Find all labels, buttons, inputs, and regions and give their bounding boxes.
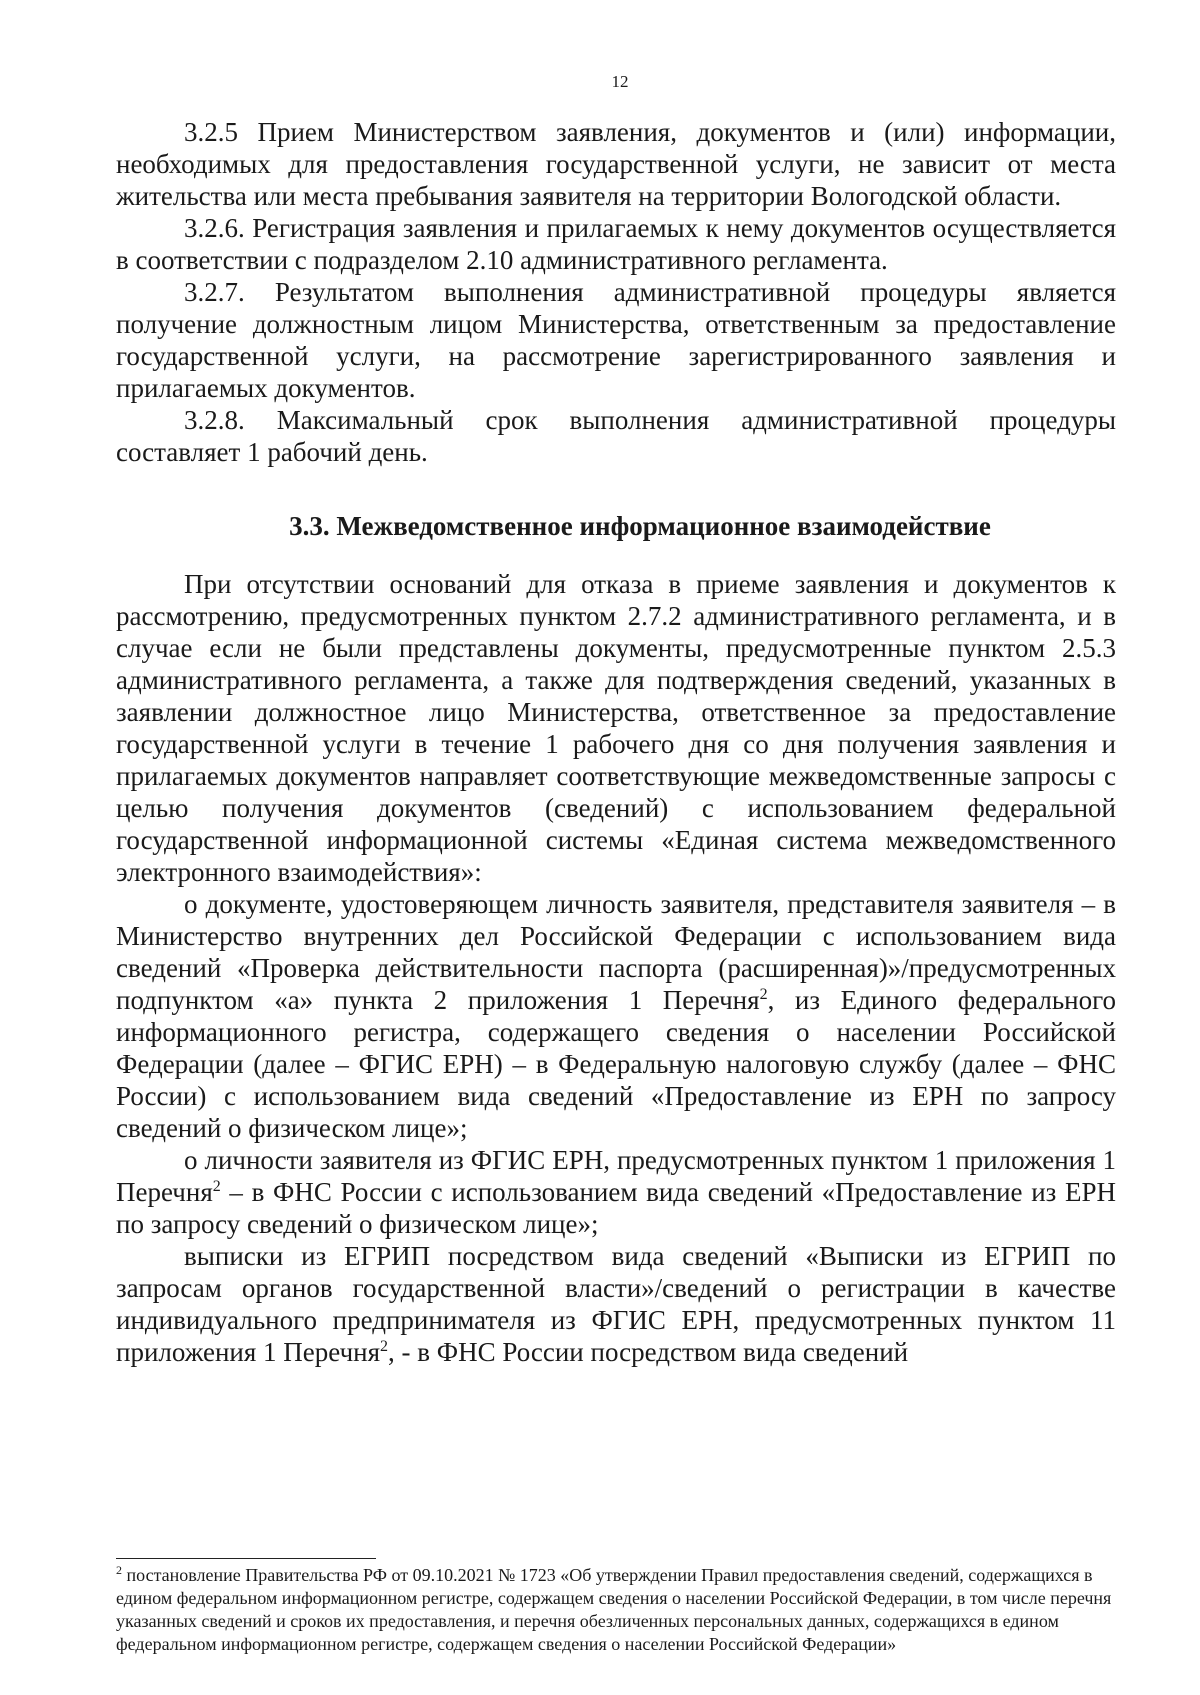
- paragraph-identity-document: [116, 888, 1116, 1144]
- document-body: [116, 116, 1116, 1368]
- paragraph-egrip-extract: [116, 1240, 1116, 1368]
- paragraph-text: – в ФНС России с использованием вида сведений «Предоставление из ЕРН по запросу сведений о физическом лице»;: [116, 1177, 1116, 1239]
- paragraph-text: о личности заявителя из ФГИС ЕРН, предусмотренных пунктом 1 приложения 1 Перечня: [116, 1145, 1116, 1207]
- paragraph-text: , из Единого федерального информационного регистра, содержащего сведения о населении Российской Федерации (далее – ФГИС ЕРН) – в Федеральную налоговую службу (далее – ФНС России) с использованием вида сведений «Предоставление из ЕРН по запросу сведений о физическом лице»;: [116, 985, 1116, 1143]
- section-heading-3-3: 3.3. Межведомственное информационное взаимодействие: [289, 511, 991, 541]
- footnote-reference: 2: [380, 1338, 389, 1355]
- footnote-text: постановление Правительства РФ от 09.10.2021 № 1723 «Об утверждении Правил предоставления сведений, содержащихся в едином федеральном информационном регистре, содержащем сведения о населении Российской Федерации, в том числе перечня указанных сведений и сроков их предоставления, и перечня обезличенных персональных данных, содержащихся в едином федеральном информационном регистре, содержащем сведения о населении Российской Федерации»: [116, 1565, 1112, 1654]
- paragraph-applicant-personality: [116, 1144, 1116, 1240]
- paragraph-3-2-5: 3.2.5 Прием Министерством заявления, документов и (или) информации, необходимых для предоставления государственной услуги, не зависит от места жительства или места пребывания заявителя на территории Вологодской области.: [116, 117, 1116, 211]
- paragraph-text: , - в ФНС России посредством вида сведений: [388, 1337, 909, 1367]
- footnote-reference: 2: [212, 1178, 221, 1195]
- paragraph-3-2-6: 3.2.6. Регистрация заявления и прилагаемых к нему документов осуществляется в соответствии с подразделом 2.10 административного регламента.: [116, 213, 1116, 275]
- paragraph-text: выписки из ЕГРИП посредством вида сведений «Выписки из ЕГРИП по запросам органов государственной власти»/сведений о регистрации в качестве индивидуального предпринимателя из ФГИС ЕРН, предусмотренных пунктом 11 приложения 1 Перечня: [116, 1241, 1116, 1367]
- paragraph-3-2-8: 3.2.8. Максимальный срок выполнения административной процедуры составляет 1 рабочий день.: [116, 405, 1116, 467]
- footnote-marker: 2: [116, 1563, 122, 1577]
- paragraph-interagency-intro: При отсутствии оснований для отказа в приеме заявления и документов к рассмотрению, предусмотренных пунктом 2.7.2 административного регламента, и в случае если не были представлены документы, предусмотренные пунктом 2.5.3 административного регламента, а также для подтверждения сведений, указанных в заявлении должностное лицо Министерства, ответственное за предоставление государственной услуги в течение 1 рабочего дня со дня получения заявления и прилагаемых документов направляет соответствующие межведомственные запросы с целью получения документов (сведений) с использованием федеральной государственной информационной системы «Единая система межведомственного электронного взаимодействия»:: [116, 569, 1116, 887]
- footnote-separator: [116, 1558, 376, 1559]
- paragraph-3-2-7: 3.2.7. Результатом выполнения административной процедуры является получение должностным лицом Министерства, ответственным за предоставление государственной услуги, на рассмотрение зарегистрированного заявления и прилагаемых документов.: [116, 277, 1116, 403]
- footnote: [116, 1564, 1116, 1656]
- paragraph-text: о документе, удостоверяющем личность заявителя, представителя заявителя – в Министерство внутренних дел Российской Федерации с использованием вида сведений «Проверка действительности паспорта (расширенная)»/предусмотренных подпунктом «а» пункта 2 приложения 1 Перечня: [116, 889, 1116, 1015]
- page-number: 12: [611, 72, 629, 91]
- footnote-reference: 2: [759, 986, 768, 1003]
